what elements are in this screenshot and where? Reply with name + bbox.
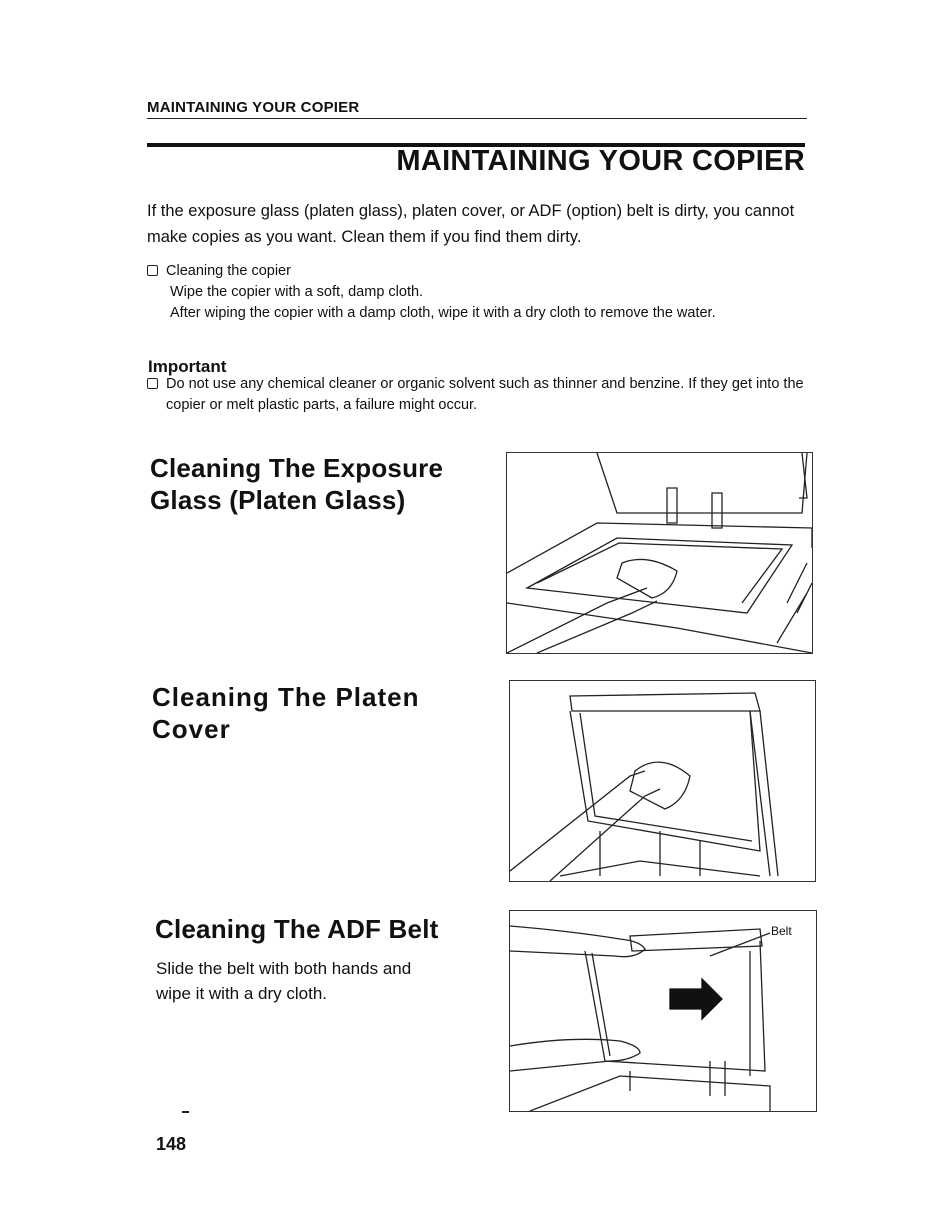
cleaning-line-2: After wiping the copier with a damp cloth, wipe it with a dry cloth to remove the water. — [170, 305, 716, 321]
exposure-glass-illustration — [506, 452, 813, 654]
platen-cover-illustration — [509, 680, 816, 882]
important-item — [147, 374, 817, 416]
cleaning-title: Cleaning the copier — [166, 263, 291, 279]
heading-line: Cover — [152, 714, 231, 744]
belt-label: Belt — [771, 924, 792, 938]
intro-paragraph: If the exposure glass (platen glass), platen cover, or ADF (option) belt is dirty, you cannot make copies as you want. Clean them if you find them dirty. — [147, 202, 795, 246]
checkbox-icon — [147, 265, 158, 276]
page-mark — [182, 1111, 189, 1113]
cleaning-copier-note — [147, 261, 817, 324]
running-header: MAINTAINING YOUR COPIER — [147, 99, 360, 116]
heading-line: Cleaning The Platen — [152, 682, 420, 712]
adf-belt-instructions — [156, 956, 476, 1006]
heading-line: Cleaning The Exposure — [150, 453, 444, 483]
page-title: MAINTAINING YOUR COPIER — [396, 145, 805, 177]
checkbox-icon — [147, 378, 158, 389]
cleaning-item — [147, 261, 817, 282]
body-line: Slide the belt with both hands and — [156, 959, 412, 978]
important-label: Important — [148, 357, 227, 376]
heading-line: Glass (Platen Glass) — [150, 485, 406, 515]
body-line: wipe it with a dry cloth. — [156, 984, 328, 1003]
heading-exposure-glass — [150, 452, 443, 516]
important-note — [147, 374, 817, 416]
important-text: Do not use any chemical cleaner or organic solvent such as thinner and benzine. If they get into the copier or melt plastic parts, a failure might occur. — [166, 376, 804, 413]
page-number: 148 — [156, 1134, 187, 1154]
header-rule — [147, 118, 807, 119]
cleaning-line-1: Wipe the copier with a soft, damp cloth. — [170, 284, 424, 300]
heading-platen-cover — [152, 681, 420, 745]
adf-belt-illustration — [509, 910, 817, 1112]
heading-adf-belt: Cleaning The ADF Belt — [155, 914, 439, 944]
